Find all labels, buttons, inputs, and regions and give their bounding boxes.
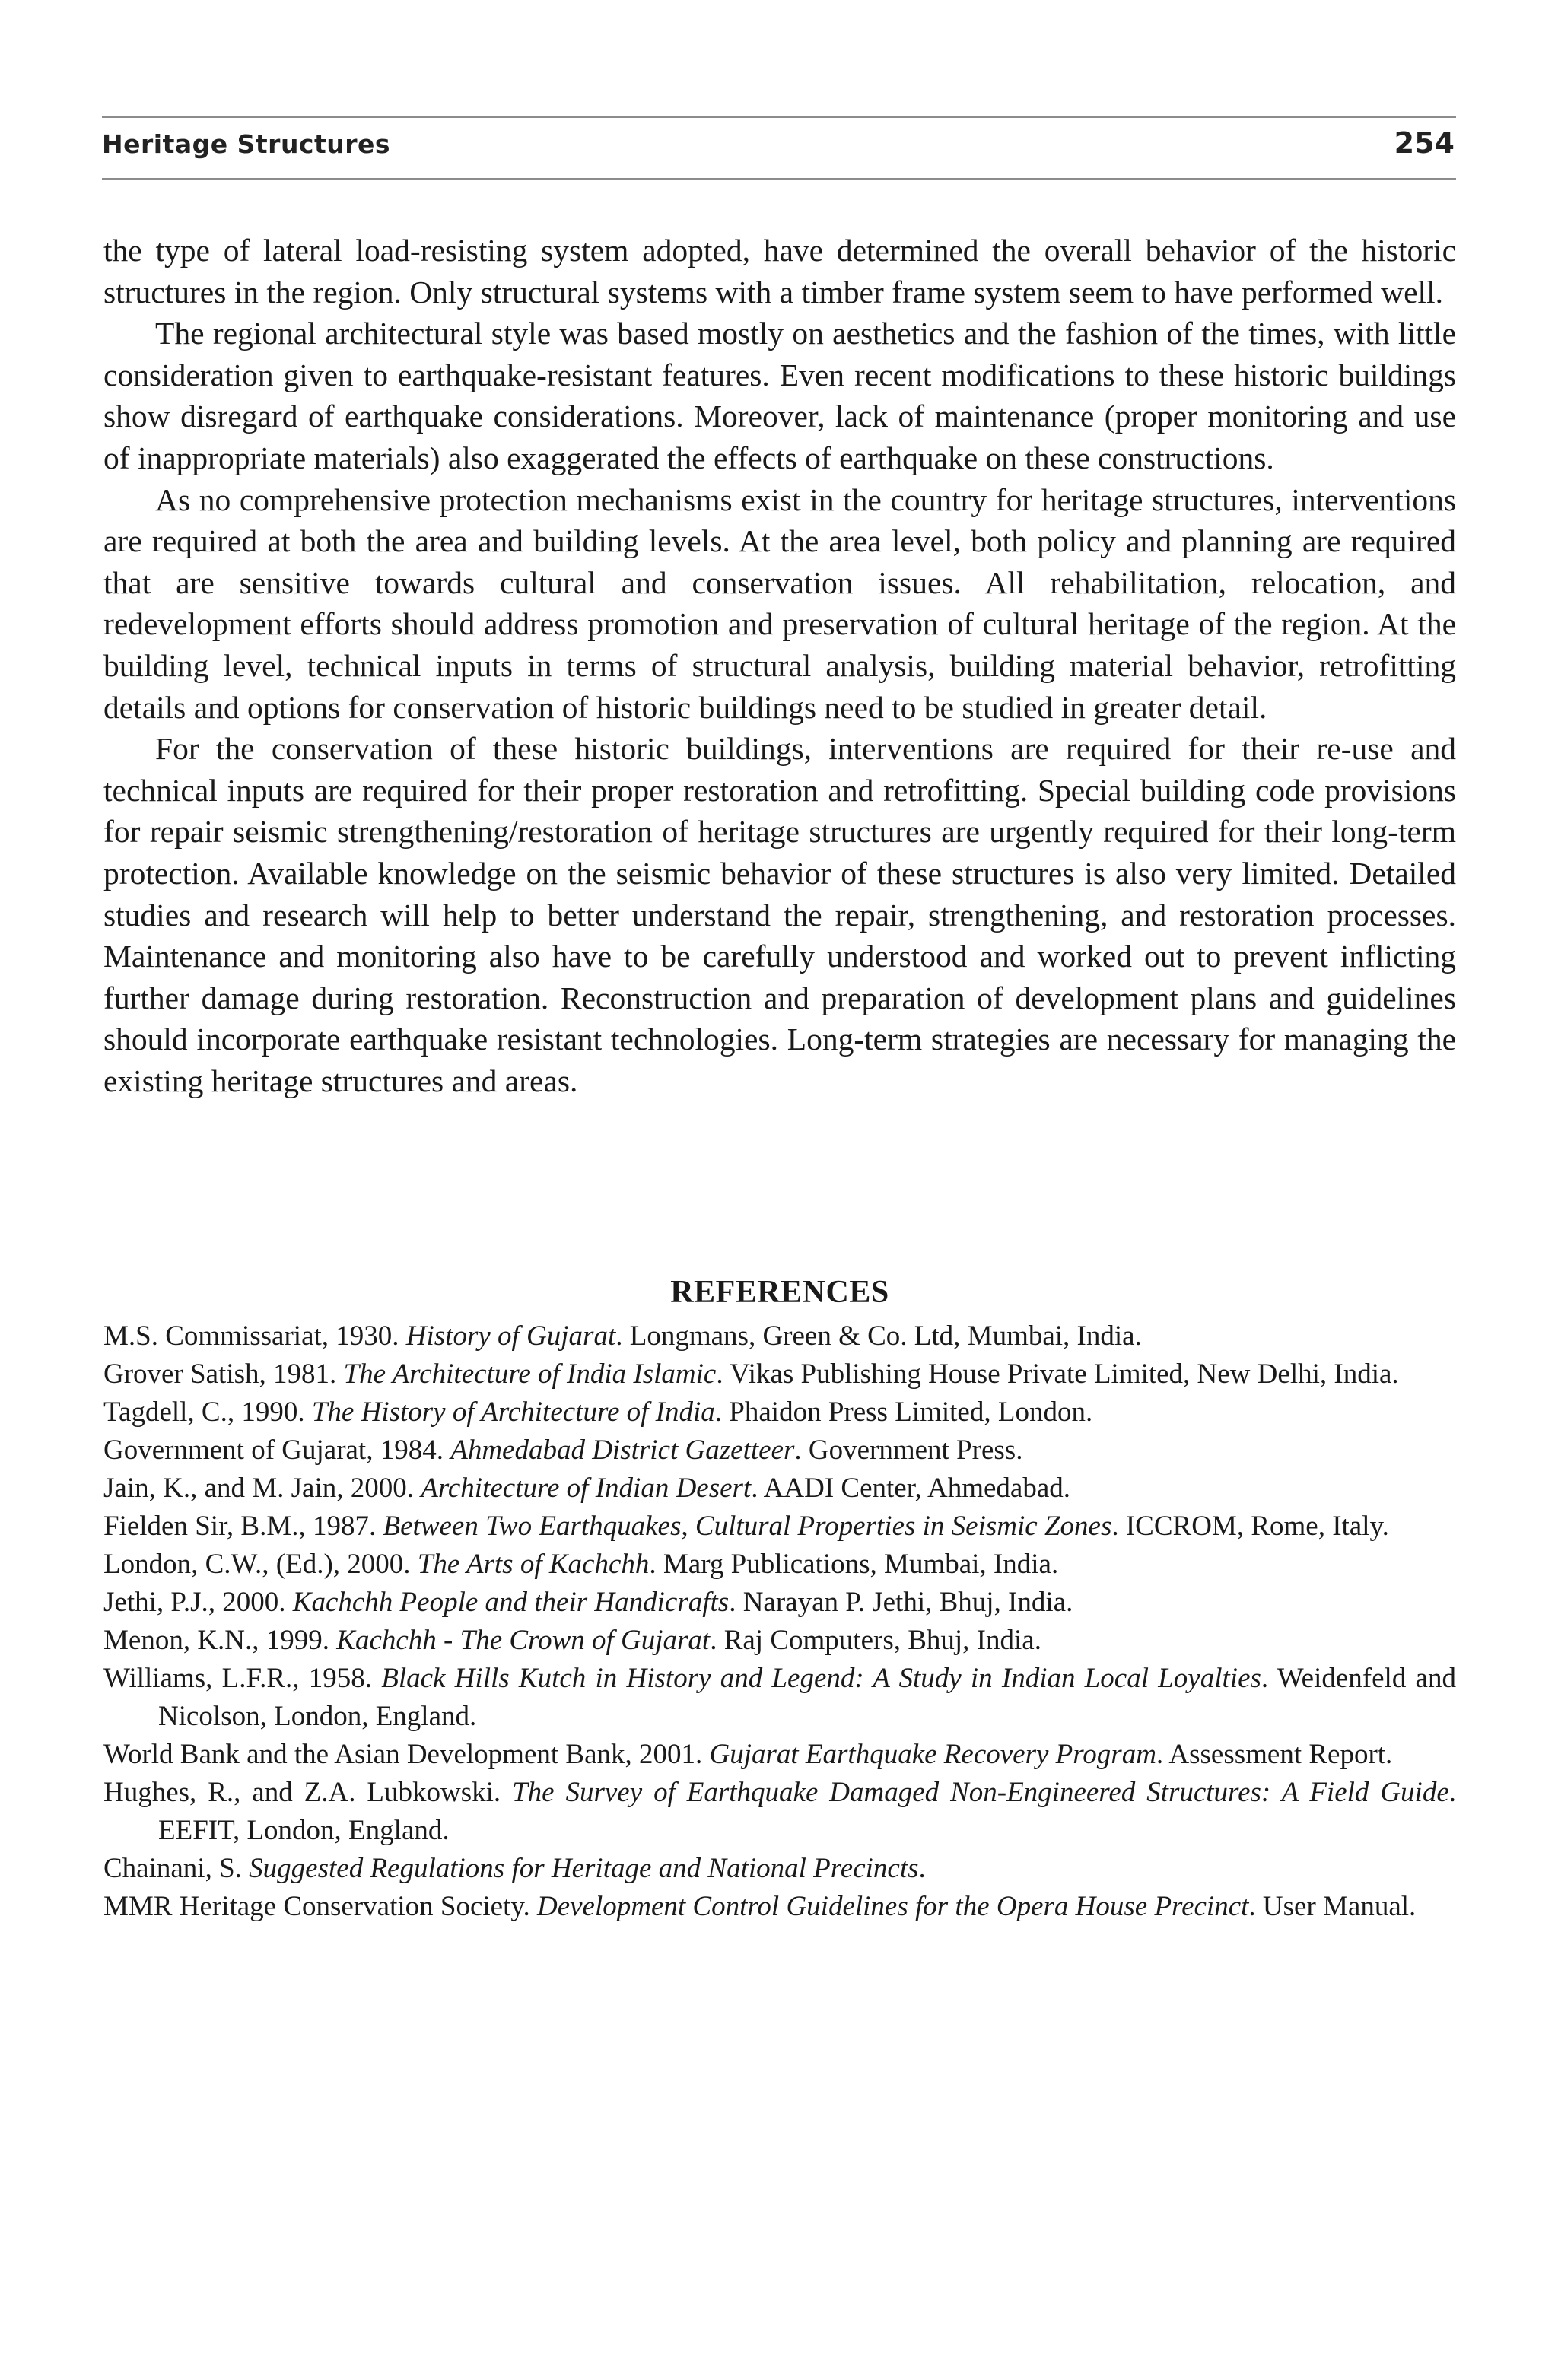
header-bottom-rule xyxy=(102,178,1456,180)
reference-item: Menon, K.N., 1999. Kachchh - The Crown of Gujarat. Raj Computers, Bhuj, India. xyxy=(103,1625,1041,1656)
reference-item: Fielden Sir, B.M., 1987. Between Two Earthquakes, Cultural Properties in Seismic Zones. ICCROM, Rome, Italy. xyxy=(103,1511,1389,1542)
references-heading: REFERENCES xyxy=(670,1275,889,1310)
reference-item: London, C.W., (Ed.), 2000. The Arts of Kachchh. Marg Publications, Mumbai, India. xyxy=(103,1549,1059,1580)
paragraph-3: As no comprehensive protection mechanisms exist in the country for heritage structures, interventions are required at both the area and building levels. At the area level, both policy and planning are required that are sensitive towards cultural and conservation issues. All rehabilitation, relocation, and redevelopment efforts should address promotion and preservation of cultural heritage of the region. At the building level, technical inputs in terms of structural analysis, building material behavior, retrofitting details and options for conservation of historic buildings need to be studied in greater detail. xyxy=(103,481,1456,725)
reference-item: Government of Gujarat, 1984. Ahmedabad District Gazetteer. Government Press. xyxy=(103,1435,1023,1466)
running-title: Heritage Structures xyxy=(102,129,391,159)
reference-item: Hughes, R., and Z.A. Lubkowski. The Survey of Earthquake Damaged Non-Engineered Structures: A Field Guide. EEFIT, London, England. xyxy=(103,1777,1456,1846)
references-section xyxy=(103,1272,1456,1926)
paragraph-2: The regional architectural style was based mostly on aesthetics and the fashion of the times, with little consideration given to earthquake-resistant features. Even recent modifications to these historic buildings show disregard of earthquake considerations. Moreover, lack of maintenance (proper monitoring and use of inappropriate materials) also exaggerated the effects of earthquake on these constructions. xyxy=(103,316,1456,475)
page-number: 254 xyxy=(1394,126,1455,160)
paragraph-1: the type of lateral load-resisting system adopted, have determined the overall behavior of the historic structures in the region. Only structural systems with a timber frame system seem to have performed well. xyxy=(103,233,1456,310)
paragraph-4: For the conservation of these historic buildings, interventions are required for their re-use and technical inputs are required for their proper restoration and retrofitting. Special building code provisions for repair seismic strengthening/restoration of heritage structures are urgently required for their long-term protection. Available knowledge on the seismic behavior of these structures is also very limited. Detailed studies and research will help to better understand the repair, strengthening, and restoration processes. Maintenance and monitoring also have to be carefully understood and worked out to prevent inflicting further damage during restoration. Reconstruction and preparation of development plans and guidelines should incorporate earthquake resistant technologies. Long-term strategies are necessary for managing the existing heritage structures and areas. xyxy=(103,731,1456,1098)
reference-item: World Bank and the Asian Development Bank, 2001. Gujarat Earthquake Recovery Program. Assessment Report. xyxy=(103,1739,1393,1770)
reference-item: Williams, L.F.R., 1958. Black Hills Kutch in History and Legend: A Study in Indian Local Loyalties. Weidenfeld and Nicolson, London, England. xyxy=(103,1663,1456,1732)
reference-item: Tagdell, C., 1990. The History of Architecture of India. Phaidon Press Limited, London. xyxy=(103,1397,1093,1428)
reference-item: Jethi, P.J., 2000. Kachchh People and their Handicrafts. Narayan P. Jethi, Bhuj, India. xyxy=(103,1587,1073,1618)
reference-item: MMR Heritage Conservation Society. Development Control Guidelines for the Opera House Precinct. User Manual. xyxy=(103,1891,1417,1922)
reference-item: Chainani, S. Suggested Regulations for Heritage and National Precincts. xyxy=(103,1853,926,1884)
reference-item: Grover Satish, 1981. The Architecture of India Islamic. Vikas Publishing House Private Limited, New Delhi, India. xyxy=(103,1358,1399,1390)
reference-item: Jain, K., and M. Jain, 2000. Architecture of Indian Desert. AADI Center, Ahmedabad. xyxy=(103,1473,1071,1504)
body-text xyxy=(103,230,1456,1101)
header-top-rule xyxy=(102,116,1456,118)
reference-item: M.S. Commissariat, 1930. History of Gujarat. Longmans, Green & Co. Ltd, Mumbai, India. xyxy=(103,1320,1142,1352)
running-header xyxy=(102,126,1456,164)
